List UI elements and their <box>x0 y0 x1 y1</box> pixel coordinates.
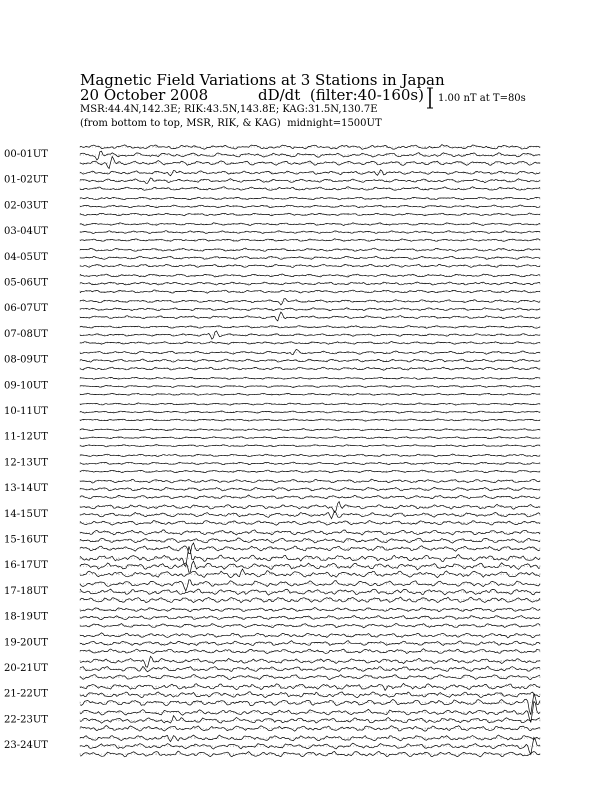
scale-bar-icon <box>427 88 433 108</box>
hour-label: 03-04UT <box>4 226 48 238</box>
hour-label: 10-11UT <box>4 406 48 417</box>
station-coordinates: MSR:44.4N,142.3E; RIK:43.5N,143.8E; KAG:31.5N,130.7E <box>80 104 378 115</box>
hour-label: 22-23UT <box>4 714 48 726</box>
hour-label: 02-03UT <box>4 200 48 212</box>
hour-label: 00-01UT <box>4 149 48 160</box>
chart-title: Magnetic Field Variations at 3 Stations in Japan <box>80 71 445 89</box>
hour-label: 21-22UT <box>4 688 48 700</box>
hour-label: 09-10UT <box>4 380 48 392</box>
hour-label: 07-08UT <box>4 328 48 340</box>
hour-label: 20-21UT <box>4 663 48 674</box>
hour-label: 16-17UT <box>4 560 48 572</box>
hour-label: 14-15UT <box>4 508 48 520</box>
hour-label: 05-06UT <box>4 277 48 289</box>
trace-kag <box>80 656 540 667</box>
hour-label: 01-02UT <box>4 174 48 186</box>
hour-label: 18-19UT <box>4 611 48 623</box>
midnight-note: midnight=1500UT <box>287 118 382 129</box>
hour-label: 08-09UT <box>4 354 48 366</box>
hour-label: 06-07UT <box>4 303 48 315</box>
hour-label: 13-14UT <box>4 483 48 495</box>
hour-label: 04-05UT <box>4 251 48 263</box>
hour-label: 12-13UT <box>4 457 48 469</box>
trace-rik <box>80 487 540 491</box>
trace-msr <box>80 290 540 293</box>
scale-bar-label: 1.00 nT at T=80s <box>438 93 526 104</box>
hour-label: 19-20UT <box>4 637 48 649</box>
hour-labels <box>4 149 48 751</box>
hour-label: 15-16UT <box>4 534 48 546</box>
filter-label: (filter:40-160s) <box>309 86 424 104</box>
chart-date: 20 October 2008 <box>80 86 209 104</box>
hour-label: 17-18UT <box>4 585 48 597</box>
hour-label: 11-12UT <box>4 431 48 443</box>
trace-area <box>80 145 540 757</box>
quantity-label: dD/dt <box>258 86 301 104</box>
order-note-text: (from bottom to top, MSR, RIK, & KAG) <box>80 118 281 129</box>
hour-label: 23-24UT <box>4 740 48 752</box>
trace-kag <box>80 580 540 591</box>
trace-rik <box>80 178 540 183</box>
trace-kag <box>80 502 540 513</box>
trace-rik <box>80 331 540 339</box>
